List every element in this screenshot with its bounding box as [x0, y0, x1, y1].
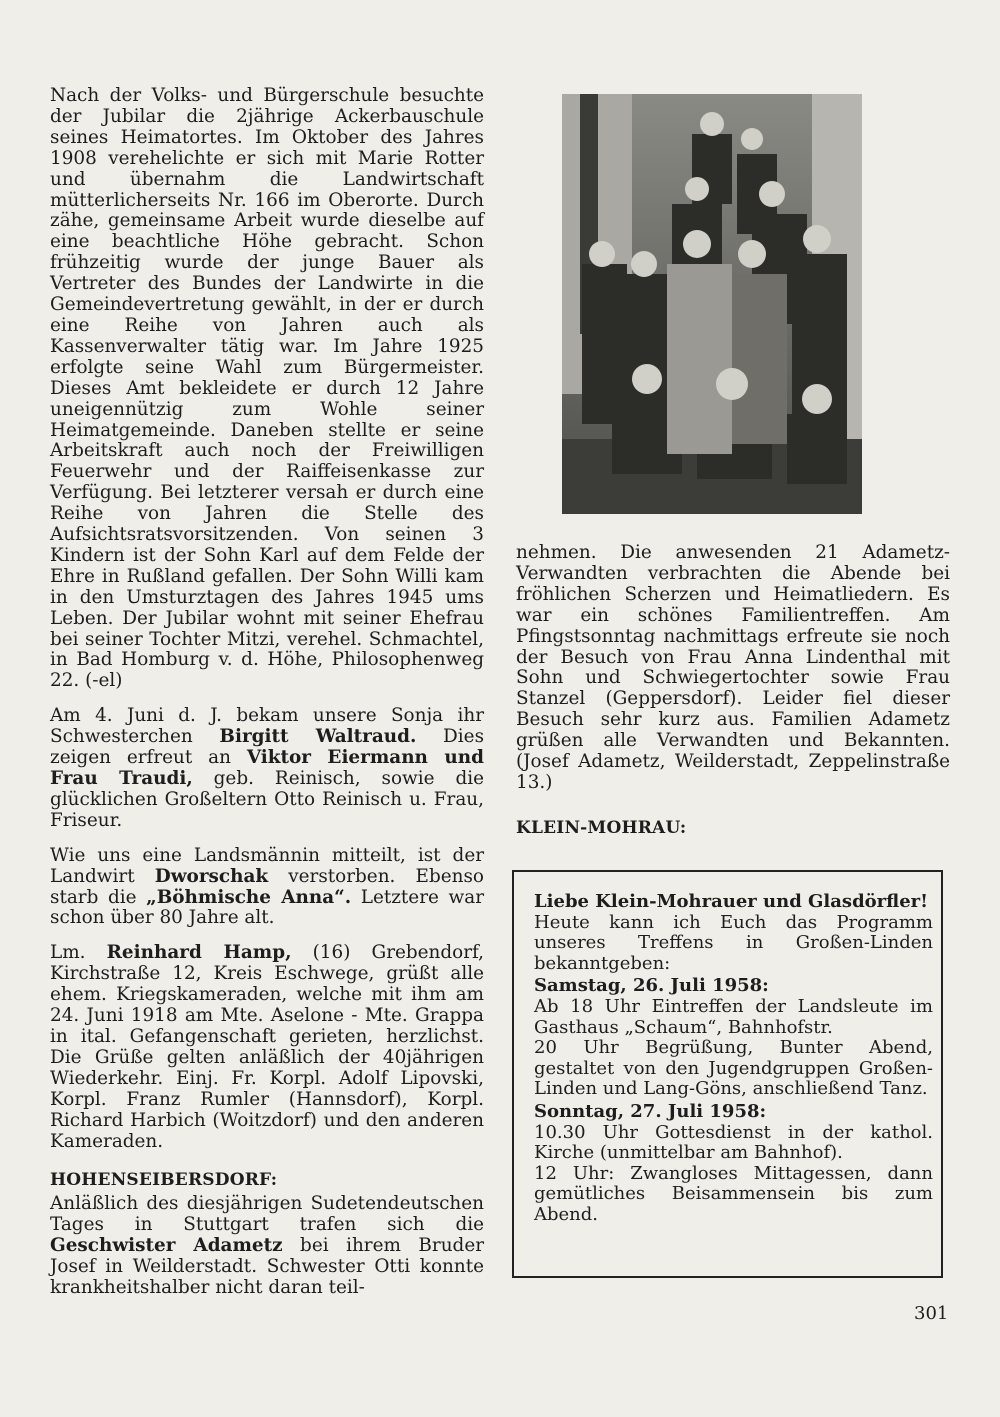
- notice-day2: Sonntag, 27. Juli 1958:: [534, 1100, 767, 1122]
- notice-day2-item2: 12 Uhr: Zwangloses Mittagessen, dann gemütliches Beisammensein bis zum Abend.: [534, 1162, 933, 1225]
- left-column: [50, 86, 484, 1313]
- notice-day1-item2: 20 Uhr Begrüßung, Bunter Abend, gestaltet von den Jugendgruppen Großen-Linden und Lang-Göns, anschließend Tanz.: [534, 1037, 933, 1100]
- paragraph-birth-announcement: Am 4. Juni d. J. bekam unsere Sonja ihr Schwesterchen Birgitt Waltraud. Dies zeigen erfreut an Viktor Eiermann und Frau Traudi, geb. Reinisch, sowie die glücklichen Großeltern Otto Reinisch u. Frau, Friseur.: [50, 705, 485, 831]
- notice-day1: Samstag, 26. Juli 1958:: [534, 975, 769, 997]
- notice-day1-item1: Ab 18 Uhr Eintreffen der Landsleute im Gasthaus „Schaum“, Bahnhofstr.: [534, 995, 933, 1038]
- paragraph-family-meeting: Anläßlich des diesjährigen Sudetendeutschen Tages in Stuttgart trafen sich die Geschwister Adametz bei ihrem Bruder Josef in Weilderstadt. Schwester Otti konnte krankheitshalber nicht daran teil-: [50, 1193, 485, 1299]
- paragraph-obituary: Wie uns eine Landsmännin mitteilt, ist der Landwirt Dworschak verstorben. Ebenso starb die „Böhmische Anna“. Letztere war schon über 80 Jahre alt.: [50, 844, 484, 929]
- notice-title: Liebe Klein-Mohrauer und Glasdörfler!: [534, 891, 929, 912]
- program-notice-box: [512, 870, 943, 1278]
- notice-day2-item1: 10.30 Uhr Gottesdienst in der kathol. Kirche (unmittelbar am Bahnhof).: [534, 1121, 933, 1164]
- paragraph-greetings: Lm. Reinhard Hamp, (16) Grebendorf, Kirchstraße 12, Kreis Eschwege, grüßt alle ehem. Kriegskameraden, welche mit ihm am 24. Juni 1918 am Mte. Aselone - Mte. Grappa in ital. Gefangenschaft gerieten, herzlichst. Die Grüße gelten anläßlich der 40jährigen Wiederkehr. Einj. Fr. Korpl. Adolf Lipovski, Korpl. Franz Rumler (Hannsdorf), Korpl. Richard Harbich (Woitzdorf) und den anderen Kameraden.: [50, 942, 484, 1152]
- paragraph-jubilar: Nach der Volks- und Bürgerschule besuchte der Jubilar die 2jährige Ackerbauschule seines Heimatortes. Im Oktober des Jahres 1908 verehelichte er sich mit Marie Rotter und übernahm die Landwirtschaft mütterlicherseits Nr. 166 im Oberorte. Durch zähe, gemeinsame Arbeit wurde dieselbe auf eine beachtliche Höhe gebracht. Schon frühzeitig wurde der junge Bauer als Vertreter des Bundes der Landwirte in die Gemeindevertretung gewählt, in der er durch eine Reihe von Jahren auch als Kassenverwalter tätig war. Im Jahre 1925 erfolgte seine Wahl zum Bürgermeister. Dieses Amt bekleidete er durch 12 Jahre uneigennützig zum Wohle seiner Heimatgemeinde. Daneben stellte er seine Arbeitskraft auch noch der Freiwilligen Feuerwehr und der Raiffeisenkasse zur Verfügung. Bei letzterer versah er durch eine Reihe von Jahren die Stelle des Aufsichtsratsvorsitzenden. Von seinen 3 Kindern ist der Sohn Karl auf dem Felde der Ehre in Rußland gefallen. Der Sohn Willi kam in den Umsturztagen des Jahres 1945 ums Leben. Der Jubilar wohnt mit seiner Ehefrau bei seiner Tochter Mitzi, verehel. Schmachtel, in Bad Homburg v. d. Höhe, Philosophenweg 22. (-el): [50, 85, 484, 692]
- photo-illustration: [562, 94, 862, 514]
- section-heading-klein-mohrau: KLEIN-MOHRAU:: [516, 817, 687, 838]
- page-number: 301: [914, 1303, 949, 1324]
- paragraph-family-meeting-continued: nehmen. Die anwesenden 21 Adametz-Verwandten verbrachten die Abende bei fröhlichen Scherzen und Heimatliedern. Es war ein schönes Familientreffen. Am Pfingstsonntag nachmittags erfreute sie noch der Besuch von Frau Anna Lindenthal mit Sohn und Schwiegertochter sowie Frau Stanzel (Geppersdorf). Leider fiel dieser Besuch sehr kurz aus. Familien Adametz grüßen alle Verwandten und Bekannten. (Josef Adametz, Weilderstadt, Zeppelinstraße 13.): [516, 542, 950, 793]
- notice-intro: Heute kann ich Euch das Programm unseres Treffens in Großen-Linden bekanntgeben:: [534, 911, 933, 974]
- section-heading-hohenseibersdorf: HOHENSEIBERSDORF:: [50, 1170, 278, 1191]
- group-photo-icon: [562, 94, 862, 514]
- right-column: [516, 543, 950, 842]
